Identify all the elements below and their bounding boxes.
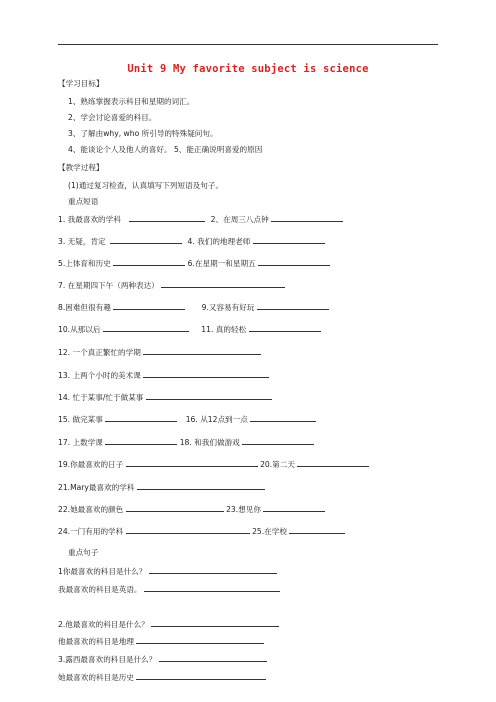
phrase-prompt: 6.在星期一和星期五	[187, 259, 256, 268]
sentence-row	[58, 672, 266, 683]
goal-item: 3、了解由why, who 所引导的特殊疑问句。	[68, 129, 218, 138]
answer-blank[interactable]	[113, 302, 185, 310]
sentences-heading: 重点句子	[68, 548, 99, 557]
phrase-prompt: 18. 和我们做游戏	[179, 438, 240, 447]
sentence-prompt: 1你最喜欢的科目是什么？	[58, 567, 147, 576]
answer-blank[interactable]	[242, 437, 314, 445]
answer-blank[interactable]	[297, 459, 369, 467]
phrase-row	[58, 414, 316, 425]
process-heading: 【教学过程】	[58, 163, 104, 172]
phrase-prompt: 7. 在星期四下午（两种表达）	[58, 281, 159, 290]
phrase-prompt: 23.想见你	[226, 505, 261, 514]
phrase-row	[58, 482, 265, 493]
answer-blank[interactable]	[258, 258, 330, 266]
answer-blank[interactable]	[161, 280, 285, 288]
answer-blank[interactable]	[103, 324, 189, 332]
phrase-row	[58, 324, 321, 335]
process-intro: (1)通过复习检查，认真填写下列短语及句子。	[68, 181, 224, 190]
goal-item: 4、能谈论个人及他人的喜好。 5、能正确说明喜爱的原因	[68, 145, 263, 154]
phrase-prompt: 16. 从12点到一点	[185, 415, 248, 424]
answer-blank[interactable]	[126, 526, 250, 534]
answer-blank[interactable]	[126, 504, 224, 512]
answer-blank[interactable]	[137, 482, 265, 490]
sentence-prompt: 2.他最喜欢的科目是什么？	[58, 620, 149, 629]
header-rule	[58, 44, 438, 45]
sentence-prompt: 我最喜欢的科目是英语。	[58, 585, 142, 594]
answer-blank[interactable]	[249, 324, 321, 332]
answer-blank[interactable]	[136, 636, 264, 644]
answer-blank[interactable]	[250, 414, 316, 422]
sentence-prompt: 他最喜欢的科目是地理	[58, 637, 134, 646]
phrase-prompt: 8.困难但很有趣	[58, 303, 111, 312]
answer-blank[interactable]	[144, 584, 280, 592]
phrase-prompt: 24.一门有用的学科	[58, 527, 124, 536]
phrase-prompt: 22.她最喜欢的颜色	[58, 505, 124, 514]
phrase-prompt: 1. 我最喜欢的学科	[58, 215, 121, 224]
phrase-prompt: 4. 我们的地理老师	[187, 237, 251, 246]
answer-blank[interactable]	[110, 236, 182, 244]
answer-blank[interactable]	[159, 654, 267, 662]
phrase-prompt: 14. 忙于某事/忙于做某事	[58, 393, 144, 402]
phrase-row	[58, 302, 329, 313]
phrase-prompt: 25.在学校	[252, 527, 287, 536]
phrase-row	[58, 214, 343, 225]
phrase-prompt: 10.从那以后	[58, 325, 101, 334]
phrase-prompt: 5.上体育和历史	[58, 259, 111, 268]
phrase-prompt: 9.又容易有好玩	[201, 303, 255, 312]
sentence-row	[58, 636, 264, 647]
phrase-row	[58, 504, 325, 515]
phrase-row	[58, 459, 369, 470]
phrase-prompt: 3. 无疑，肯定	[58, 237, 106, 246]
answer-blank[interactable]	[126, 459, 258, 467]
answer-blank[interactable]	[253, 236, 325, 244]
phrase-prompt: 20.第二天	[260, 460, 295, 469]
phrase-prompt: 15. 做完某事	[58, 415, 103, 424]
sentence-prompt: 3.露西最喜欢的科目是什么？	[58, 655, 157, 664]
phrase-row	[58, 280, 285, 291]
sentence-row	[58, 584, 280, 595]
answer-blank[interactable]	[105, 437, 177, 445]
sentence-row	[58, 619, 279, 630]
phrase-prompt: 11. 真的轻松	[201, 325, 247, 334]
answer-blank[interactable]	[113, 258, 185, 266]
answer-blank[interactable]	[271, 214, 343, 222]
answer-blank[interactable]	[149, 566, 277, 574]
phrases-heading: 重点短语	[68, 197, 99, 206]
answer-blank[interactable]	[263, 504, 325, 512]
phrase-prompt: 2、在周三八点钟	[210, 215, 269, 224]
answer-blank[interactable]	[143, 370, 269, 378]
goals-heading: 【学习目标】	[58, 79, 104, 88]
answer-blank[interactable]	[143, 347, 261, 355]
phrase-prompt: 13. 上两个小时的美术课	[58, 371, 141, 380]
answer-blank[interactable]	[146, 392, 272, 400]
sentence-row	[58, 566, 277, 577]
phrase-row	[58, 392, 272, 403]
goal-item: 1、熟练掌握表示科目和星期的词汇。	[68, 97, 195, 106]
answer-blank[interactable]	[289, 526, 345, 534]
phrase-prompt: 19.你最喜欢的日子	[58, 460, 124, 469]
phrase-prompt: 17. 上数学课	[58, 438, 103, 447]
phrase-row	[58, 236, 325, 247]
answer-blank[interactable]	[129, 214, 205, 222]
answer-blank[interactable]	[151, 619, 279, 627]
page-title: Unit 9 My favorite subject is science	[127, 63, 369, 75]
phrase-row	[58, 370, 269, 381]
sentence-prompt: 她最喜欢的科目是历史	[58, 673, 134, 682]
phrase-row	[58, 526, 345, 537]
answer-blank[interactable]	[136, 672, 266, 680]
goal-item: 2、学会讨论喜爱的科目。	[68, 113, 157, 122]
phrase-prompt: 12. 一个真正繁忙的学期	[58, 348, 141, 357]
answer-blank[interactable]	[105, 414, 177, 422]
phrase-row	[58, 437, 314, 448]
phrase-row	[58, 258, 330, 269]
answer-blank[interactable]	[257, 302, 329, 310]
phrase-row	[58, 347, 261, 358]
sentence-row	[58, 654, 267, 665]
phrase-prompt: 21.Mary最喜欢的学科	[58, 483, 135, 492]
